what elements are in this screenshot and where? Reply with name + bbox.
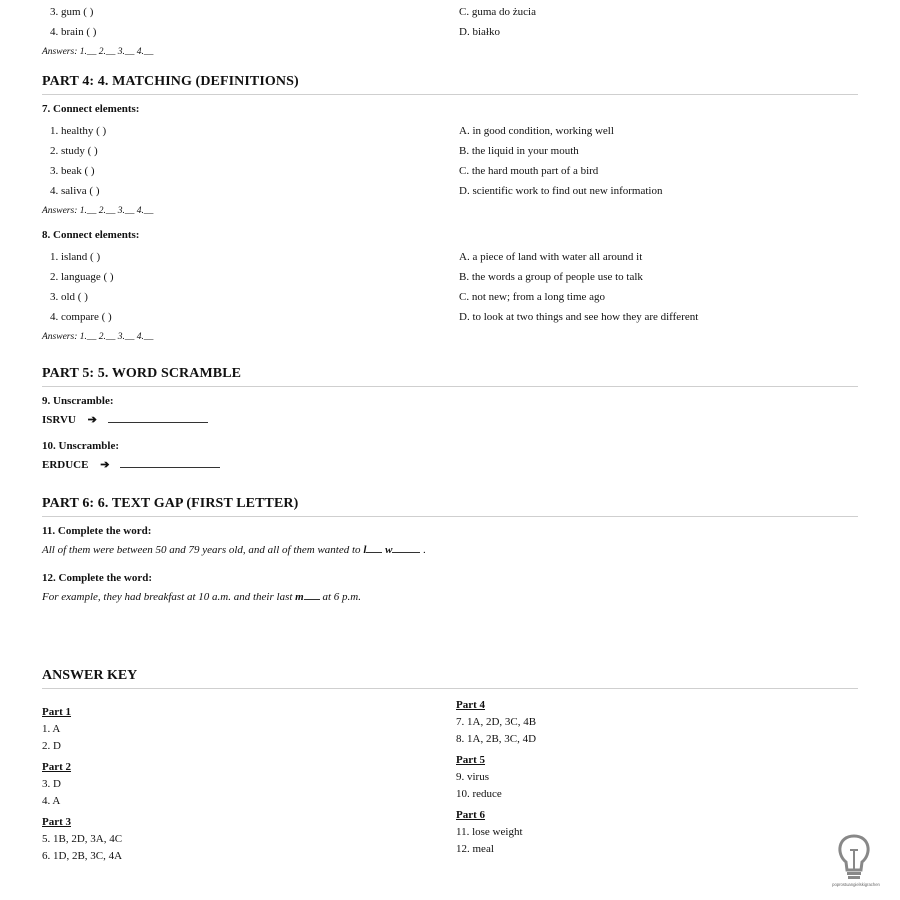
match-right-item: B. the words a group of people use to talk xyxy=(459,271,643,283)
answer-key-part-label: Part 3 xyxy=(42,816,72,828)
answer-key-item: 3. D xyxy=(42,778,61,790)
answer-key-left-column xyxy=(42,704,122,865)
gap-blank[interactable] xyxy=(366,543,382,553)
scrambled-word: ISRVU xyxy=(42,414,76,426)
match-row xyxy=(42,267,858,287)
gap-sentence xyxy=(42,543,858,556)
first-letter-hint: w xyxy=(385,544,393,556)
match-left-item: 1. healthy ( ) xyxy=(50,125,107,137)
question-title: 7. Connect elements: xyxy=(42,103,140,115)
logo-caption: poprostuangielskigrachen xyxy=(832,882,880,887)
sentence-text: at 6 p.m. xyxy=(319,591,361,603)
match-left-item: 4. compare ( ) xyxy=(50,311,112,323)
scrambled-word: ERDUCE xyxy=(42,459,89,471)
answer-key-item: 9. virus xyxy=(456,771,489,783)
match-left-item: 4. saliva ( ) xyxy=(50,185,100,197)
part-heading: PART 6: 6. TEXT GAP (FIRST LETTER) xyxy=(42,496,858,517)
scramble-line xyxy=(42,458,858,471)
answer-key-item: 11. lose weight xyxy=(456,826,523,838)
answer-key-part-label: Part 1 xyxy=(42,706,72,718)
match-right-item: A. a piece of land with water all around it xyxy=(459,251,643,263)
answer-key-item: 5. 1B, 2D, 3A, 4C xyxy=(42,833,123,845)
match-row xyxy=(42,141,858,161)
question-title: 11. Complete the word: xyxy=(42,525,152,537)
match-left-item: 3. gum ( ) xyxy=(50,6,94,18)
match-left-item: 4. brain ( ) xyxy=(50,26,97,38)
match-left-item: 2. study ( ) xyxy=(50,145,98,157)
answer-key-item: 4. A xyxy=(42,795,61,807)
match-right-item: D. to look at two things and see how they are different xyxy=(459,311,699,323)
match-right-item: B. the liquid in your mouth xyxy=(459,145,579,157)
match-left-item: 1. island ( ) xyxy=(50,251,101,263)
sentence-text: All of them were between 50 and 79 years old, and all of them wanted to xyxy=(42,544,364,556)
answer-key-part-label: Part 6 xyxy=(456,809,486,821)
match-right-item: C. guma do żucia xyxy=(459,6,536,18)
gap-blank[interactable] xyxy=(304,590,320,600)
answer-blank[interactable] xyxy=(108,414,208,423)
sentence-text: For example, they had breakfast at 10 a.m. and their last xyxy=(42,591,296,603)
match-right-item: C. the hard mouth part of a bird xyxy=(459,165,599,177)
arrow-icon: ➔ xyxy=(87,414,97,426)
part3-tail xyxy=(42,2,858,62)
part-heading: PART 5: 5. WORD SCRAMBLE xyxy=(42,366,858,387)
lightbulb-logo-icon xyxy=(826,832,886,888)
answer-key-item: 6. 1D, 2B, 3C, 4A xyxy=(42,850,123,862)
answer-key-item: 10. reduce xyxy=(456,788,502,800)
gap-sentence xyxy=(42,590,858,603)
match-row xyxy=(42,22,858,42)
part-heading: PART 4: 4. MATCHING (DEFINITIONS) xyxy=(42,74,858,95)
answer-key-item: 2. D xyxy=(42,740,61,752)
answer-key-item: 1. A xyxy=(42,723,61,735)
match-right-item: A. in good condition, working well xyxy=(459,125,614,137)
match-left-item: 3. old ( ) xyxy=(50,291,88,303)
answers-line: Answers: 1.__ 2.__ 3.__ 4.__ xyxy=(42,332,154,342)
match-row xyxy=(42,287,858,307)
part4-section xyxy=(42,64,858,347)
match-row xyxy=(42,181,858,201)
answer-key-part-label: Part 5 xyxy=(456,754,486,766)
match-right-item: D. białko xyxy=(459,26,500,38)
match-right-item: C. not new; from a long time ago xyxy=(459,291,606,303)
question-title: 9. Unscramble: xyxy=(42,395,114,407)
sentence-text: . xyxy=(423,544,426,556)
answer-key-part-label: Part 2 xyxy=(42,761,72,773)
first-letter-hint: m xyxy=(295,591,304,603)
answers-line: Answers: 1.__ 2.__ 3.__ 4.__ xyxy=(42,206,154,216)
answer-key-item: 7. 1A, 2D, 3C, 4B xyxy=(456,716,537,728)
match-row xyxy=(42,161,858,181)
question-title: 12. Complete the word: xyxy=(42,572,152,584)
match-right-item: D. scientific work to find out new information xyxy=(459,185,663,197)
match-row xyxy=(42,247,858,267)
arrow-icon: ➔ xyxy=(100,459,110,471)
answer-key-part-label: Part 4 xyxy=(456,699,486,711)
first-letter-hint: l xyxy=(363,544,367,556)
match-row xyxy=(42,2,858,22)
match-row xyxy=(42,307,858,327)
answer-key-right-column xyxy=(456,697,536,858)
scramble-line xyxy=(42,413,858,426)
answer-key-item: 8. 1A, 2B, 3C, 4D xyxy=(456,733,537,745)
answer-blank[interactable] xyxy=(120,459,220,468)
answers-line: Answers: 1.__ 2.__ 3.__ 4.__ xyxy=(42,47,154,57)
question-title: 10. Unscramble: xyxy=(42,440,119,452)
match-left-item: 3. beak ( ) xyxy=(50,165,95,177)
answer-key-heading: ANSWER KEY xyxy=(42,668,858,689)
gap-blank[interactable] xyxy=(392,543,420,553)
answer-key-item: 12. meal xyxy=(456,843,494,855)
part6-section xyxy=(42,486,858,619)
match-row xyxy=(42,121,858,141)
match-left-item: 2. language ( ) xyxy=(50,271,114,283)
part5-section xyxy=(42,356,858,485)
question-title: 8. Connect elements: xyxy=(42,229,140,241)
